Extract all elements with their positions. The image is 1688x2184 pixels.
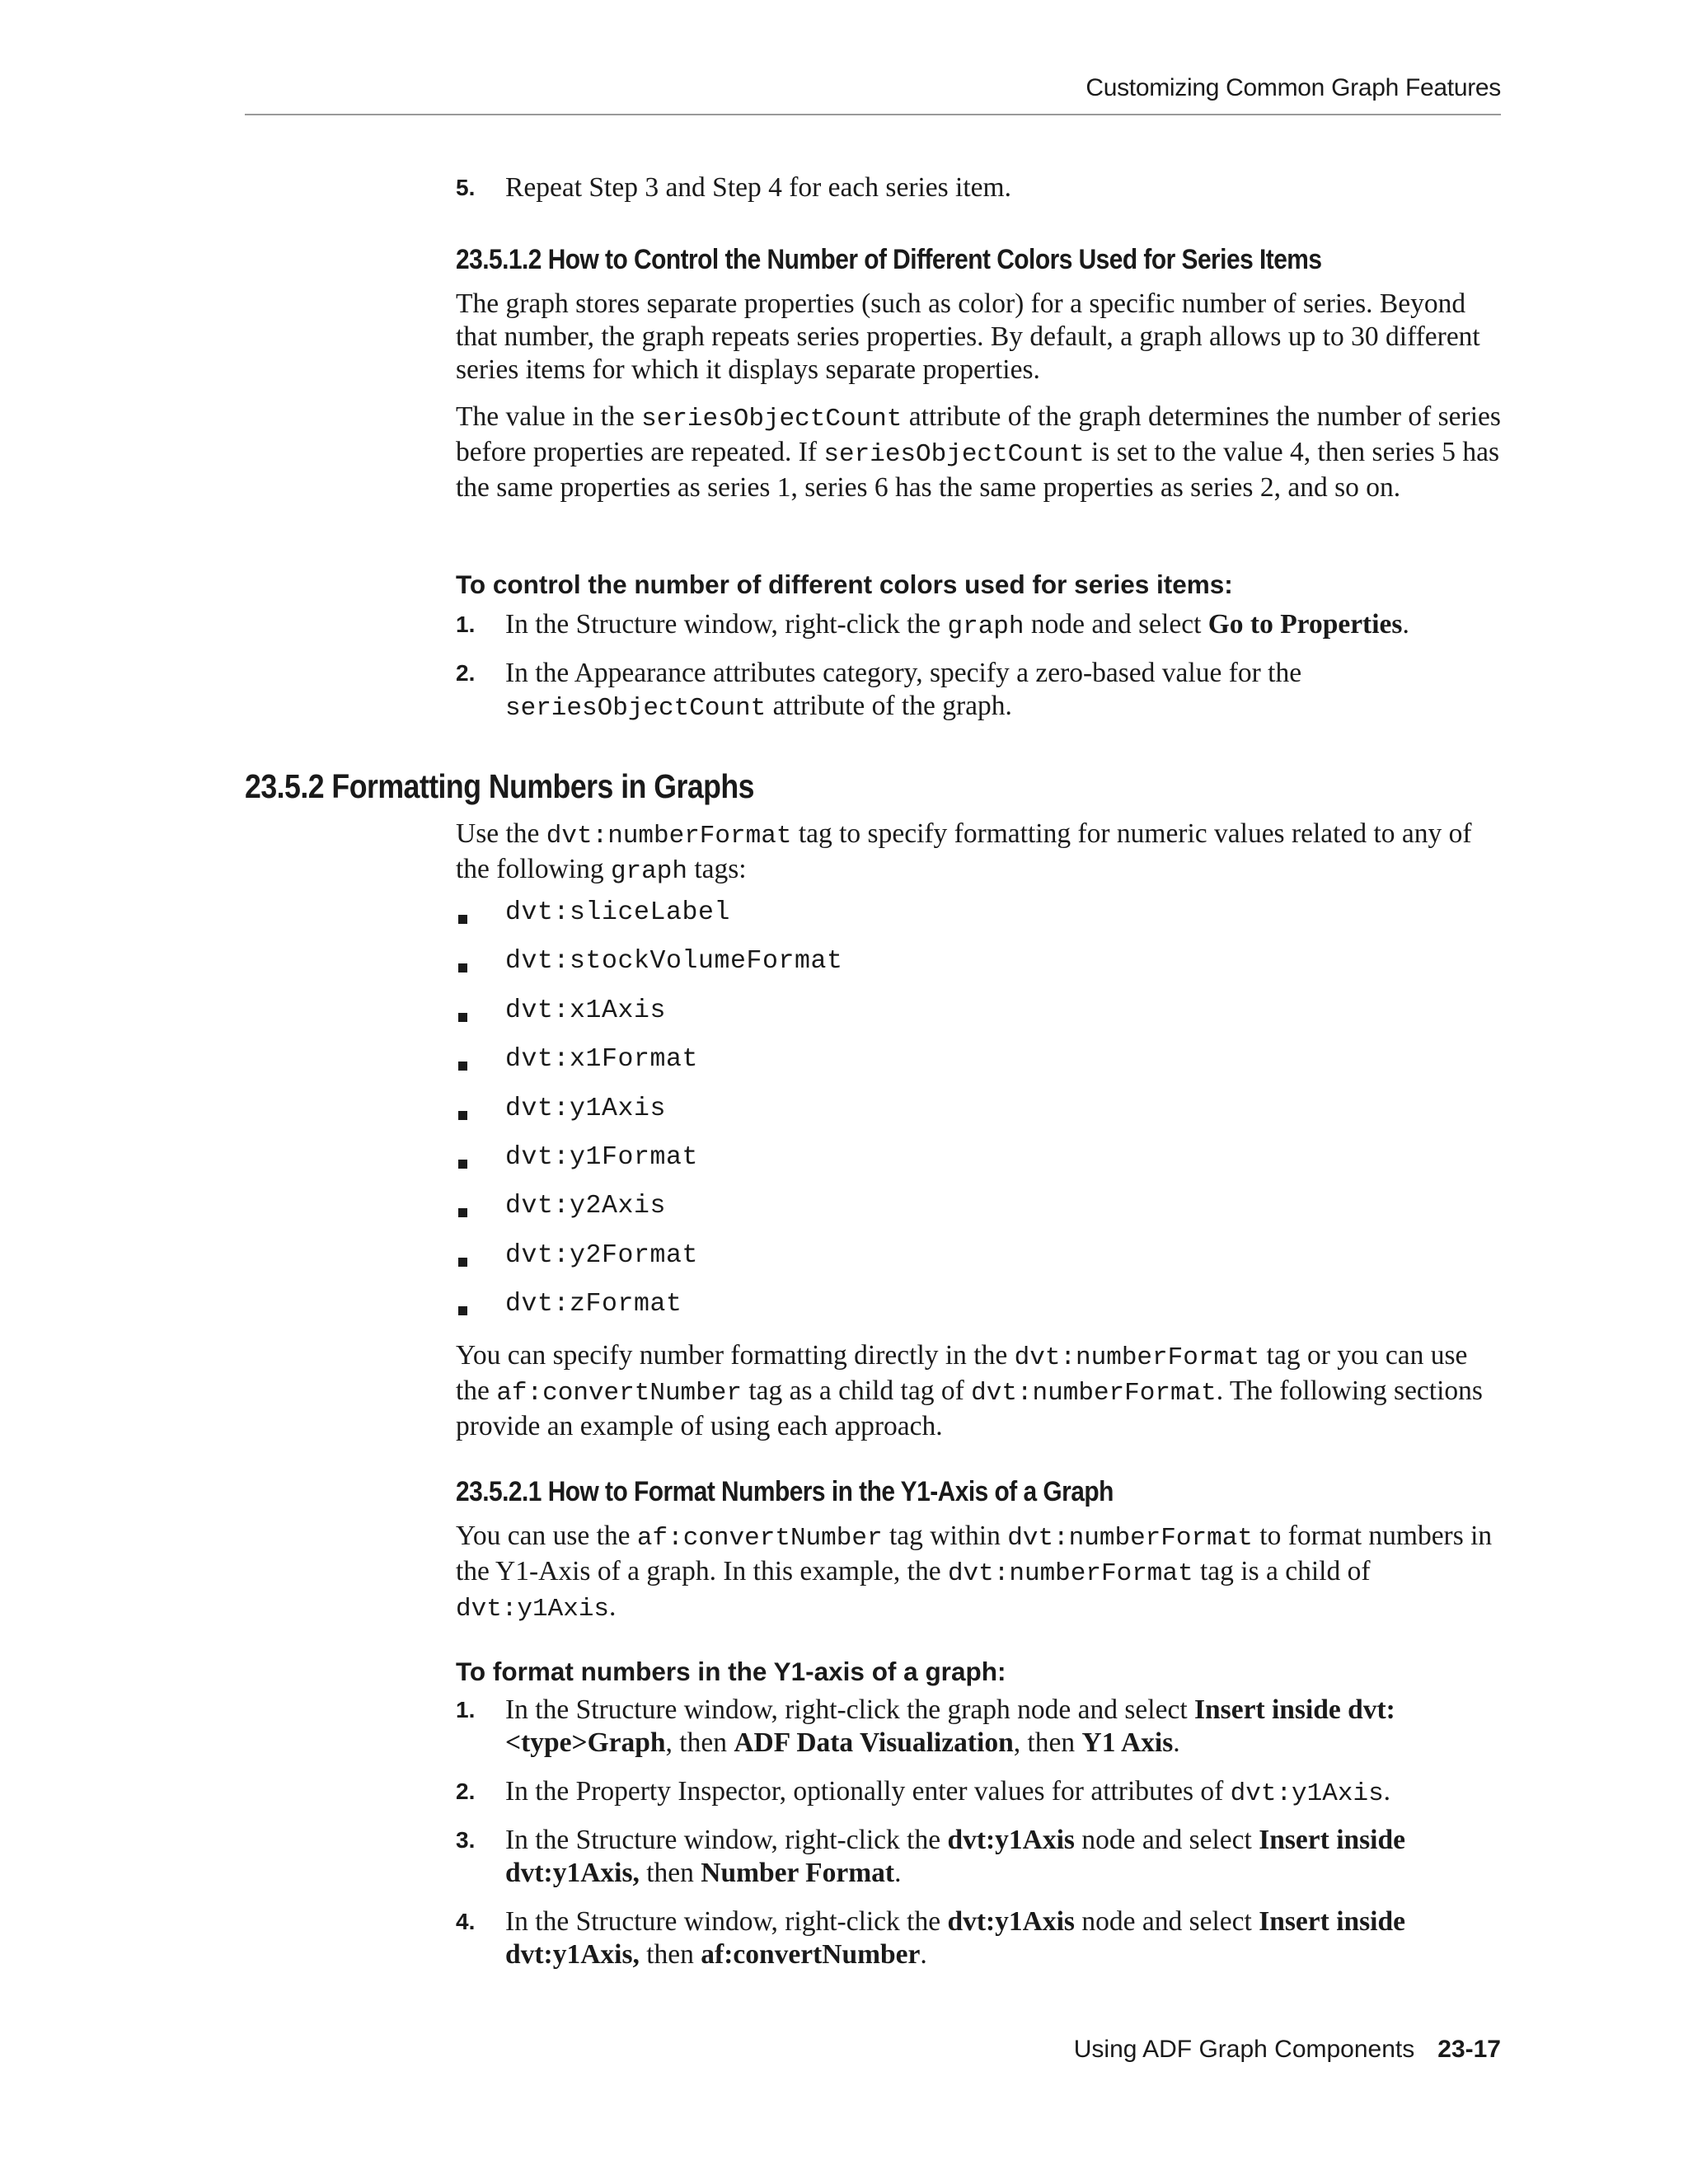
code-term: dvt:numberFormat: [1014, 1343, 1260, 1372]
header-rule: [245, 114, 1501, 115]
step-text: Repeat Step 3 and Step 4 for each series item.: [505, 172, 1011, 203]
ui-label: Insert inside dvt:y1Axis,: [505, 1825, 1405, 1888]
step-number: 5.: [456, 175, 476, 200]
step-number: 1.: [456, 1697, 476, 1722]
code-term: seriesObjectCount: [505, 694, 767, 723]
bullet-icon: [458, 963, 467, 972]
bullet-icon: [458, 1013, 467, 1022]
paragraph: You can specify number formatting directly in the dvt:numberFormat tag or you can use the af:convertNumber tag as a child tag of dvt:numberFormat. The following sections provide an example of using each approach.: [456, 1340, 1483, 1441]
bullet-icon: [458, 1258, 467, 1267]
procedure-title: To format numbers in the Y1-axis of a graph:: [456, 1657, 1006, 1686]
step-item: [456, 1775, 1503, 1811]
section-heading-23512: 23.5.1.2 How to Control the Number of Different Colors Used for Series Items: [456, 244, 1322, 275]
ui-label: dvt:y1Axis: [947, 1825, 1075, 1855]
paragraph: The graph stores separate properties (such as color) for a specific number of series. Beyond that number, the graph repeats series properties. By default, a graph allows up to 30 different series items for which it displays separate properties.: [456, 288, 1480, 385]
code-term: seriesObjectCount: [823, 440, 1085, 469]
step-text: In the Property Inspector, optionally enter values for attributes of dvt:y1Axis.: [505, 1776, 1391, 1808]
step-number: 2.: [456, 660, 476, 686]
step-item: [456, 1824, 1503, 1890]
procedure-title: To control the number of different colors used for series items:: [456, 569, 1233, 599]
step-number: 2.: [456, 1779, 476, 1804]
ui-label: dvt:y1Axis: [947, 1906, 1075, 1937]
step-number: 1.: [456, 612, 476, 637]
step-text: In the Structure window, right-click the graph node and select Go to Properties.: [505, 609, 1409, 641]
bullet-icon: [458, 1160, 467, 1169]
paragraph: Use the dvt:numberFormat tag to specify formatting for numeric values related to any of the following graph tags:: [456, 818, 1472, 886]
step-item: [456, 171, 1503, 204]
page-number: 23-17: [1437, 2036, 1501, 2063]
code-term: dvt:numberFormat: [546, 822, 792, 851]
section-heading-23521: 23.5.2.1 How to Format Numbers in the Y1-Axis of a Graph: [456, 1476, 1114, 1507]
step-item: [456, 1694, 1503, 1760]
paragraph: The value in the seriesObjectCount attribute of the graph determines the number of series before properties are repeated. If seriesObjectCount is set to the value 4, then series 5 has the same properties as series 1, series 6 has the same properties as series 2, and so on.: [456, 401, 1501, 503]
footer-chapter-title: Using ADF Graph Components: [1073, 2036, 1415, 2063]
step-item: [456, 608, 1503, 644]
step-text: In the Structure window, right-click the dvt:y1Axis node and select Insert inside dvt:y1Axis, then af:convertNumber.: [505, 1906, 1405, 1970]
running-header: Customizing Common Graph Features: [1085, 74, 1501, 101]
step-item: [456, 657, 1503, 725]
ui-label: Number Format: [701, 1858, 895, 1888]
bullet-icon: [458, 1111, 467, 1120]
ui-label: Insert inside dvt:<type>Graph: [505, 1694, 1395, 1758]
bullet-icon: [458, 1208, 467, 1217]
code-term: af:convertNumber: [496, 1379, 742, 1408]
step-item: [456, 1905, 1503, 1971]
section-heading-2352: 23.5.2 Formatting Numbers in Graphs: [245, 767, 754, 805]
code-term: seriesObjectCount: [641, 405, 903, 434]
ui-label: Insert inside dvt:y1Axis,: [505, 1906, 1405, 1970]
code-term: af:convertNumber: [636, 1524, 883, 1553]
code-term: dvt:numberFormat: [947, 1559, 1193, 1588]
step-number: 3.: [456, 1827, 476, 1853]
step-text: In the Structure window, right-click the graph node and select Insert inside dvt:<type>Graph, then ADF Data Visualization, then Y1 Axis.: [505, 1694, 1395, 1758]
bullet-icon: [458, 915, 467, 924]
bullet-icon: [458, 1062, 467, 1071]
ui-label: af:convertNumber: [701, 1939, 921, 1970]
code-term: graph: [947, 612, 1025, 641]
code-term: graph: [610, 857, 687, 886]
ui-label: Y1 Axis: [1081, 1727, 1174, 1758]
step-text: In the Structure window, right-click the dvt:y1Axis node and select Insert inside dvt:y1Axis, then Number Format.: [505, 1825, 1405, 1888]
paragraph: You can use the af:convertNumber tag within dvt:numberFormat to format numbers in the Y1-Axis of a graph. In this example, the dvt:numberFormat tag is a child of dvt:y1Axis.: [456, 1521, 1493, 1624]
code-term: dvt:numberFormat: [1007, 1524, 1253, 1553]
page-footer: [1074, 2036, 1501, 2064]
step-text: In the Appearance attributes category, specify a zero-based value for the seriesObjectCount attribute of the graph.: [505, 658, 1302, 723]
ui-label: ADF Data Visualization: [734, 1727, 1014, 1758]
step-number: 4.: [456, 1909, 476, 1934]
code-term: dvt:y1Axis: [1230, 1779, 1384, 1808]
code-term: dvt:numberFormat: [971, 1379, 1217, 1408]
bullet-icon: [458, 1306, 467, 1315]
code-term: dvt:y1Axis: [456, 1595, 610, 1624]
ui-label: Go to Properties: [1207, 609, 1403, 640]
